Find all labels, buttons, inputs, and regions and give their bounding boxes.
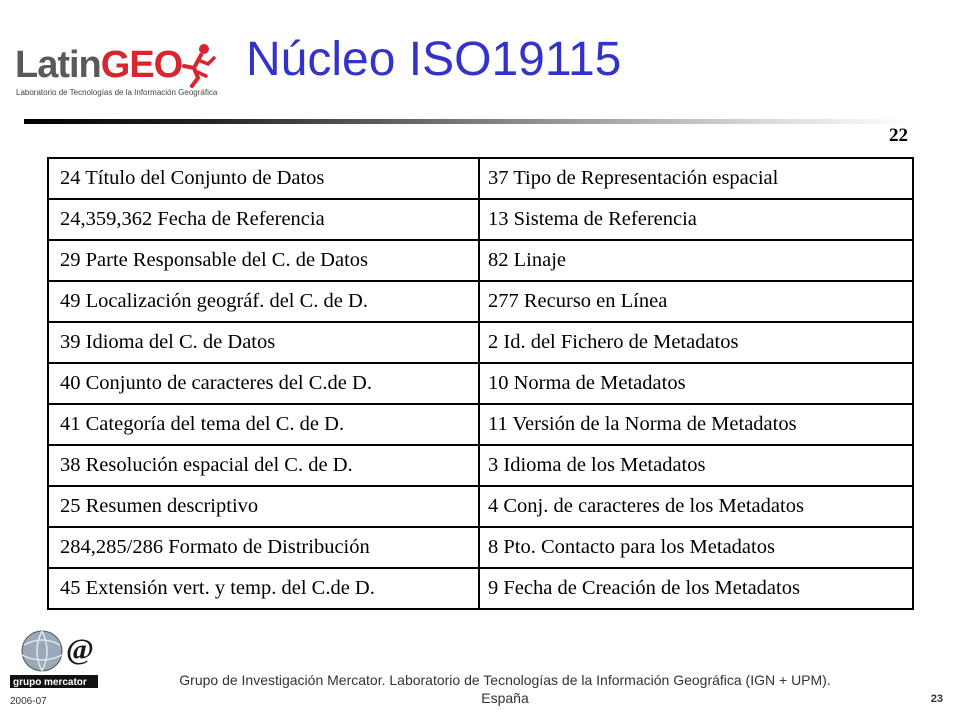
running-figure-icon [168, 40, 220, 88]
table-cell-right: 11 Versión de la Norma de Metadatos [479, 404, 913, 445]
footer-page-number: 23 [930, 693, 943, 705]
table-cell-left: 284,285/286 Formato de Distribución [48, 527, 479, 568]
table-cell-right: 3 Idioma de los Metadatos [479, 445, 913, 486]
logo-wordmark [15, 44, 182, 87]
logo-word-latin: Latin [15, 44, 101, 86]
table-cell-right: 37 Tipo de Representación espacial [479, 158, 913, 199]
table-cell-left: 45 Extensión vert. y temp. del C.de D. [48, 568, 479, 609]
page-title: Núcleo ISO19115 [246, 33, 622, 86]
table-cell-left: 29 Parte Responsable del C. de Datos [48, 240, 479, 281]
table-row [48, 486, 913, 527]
table-cell-left: 40 Conjunto de caracteres del C.de D. [48, 363, 479, 404]
latingeo-logo [12, 40, 217, 102]
footer-logo-mercator: mercator [44, 677, 87, 688]
table-row [48, 404, 913, 445]
table-row [48, 568, 913, 609]
table-cell-right: 9 Fecha de Creación de los Metadatos [479, 568, 913, 609]
metadata-table-body [48, 158, 913, 609]
table-cell-right: 277 Recurso en Línea [479, 281, 913, 322]
table-cell-right: 10 Norma de Metadatos [479, 363, 913, 404]
table-cell-left: 39 Idioma del C. de Datos [48, 322, 479, 363]
table-cell-left: 41 Categoría del tema del C. de D. [48, 404, 479, 445]
table-row [48, 445, 913, 486]
table-cell-left: 24 Título del Conjunto de Datos [48, 158, 479, 199]
logo-word-geo: GEO [100, 44, 183, 86]
globe-at-icon [8, 627, 100, 689]
footer-logo-at: @ [66, 633, 94, 666]
table-row [48, 527, 913, 568]
table-row [48, 158, 913, 199]
title-divider [24, 119, 912, 124]
table-row [48, 281, 913, 322]
footer-country: España [481, 690, 529, 706]
table-cell-left: 24,359,362 Fecha de Referencia [48, 199, 479, 240]
table-row [48, 363, 913, 404]
metadata-table [47, 157, 914, 610]
table-cell-right: 13 Sistema de Referencia [479, 199, 913, 240]
footer-date: 2006-07 [10, 696, 47, 707]
table-cell-left: 25 Resumen descriptivo [48, 486, 479, 527]
slide-number: 22 [889, 125, 908, 146]
table-cell-right: 8 Pto. Contacto para los Metadatos [479, 527, 913, 568]
table-cell-left: 38 Resolución espacial del C. de D. [48, 445, 479, 486]
table-cell-left: 49 Localización geográf. del C. de D. [48, 281, 479, 322]
table-cell-right: 82 Linaje [479, 240, 913, 281]
footer-logo-grupo: grupo [13, 677, 42, 688]
table-row [48, 240, 913, 281]
footer-institution: Grupo de Investigación Mercator. Laboratorio de Tecnologías de la Información Geográfica (IGN + UPM). [179, 672, 831, 688]
table-cell-right: 4 Conj. de caracteres de los Metadatos [479, 486, 913, 527]
table-row [48, 322, 913, 363]
table-row [48, 199, 913, 240]
logo-subtitle: Laboratorio de Tecnologías de la Información Geográfica [16, 88, 218, 97]
table-cell-right: 2 Id. del Fichero de Metadatos [479, 322, 913, 363]
